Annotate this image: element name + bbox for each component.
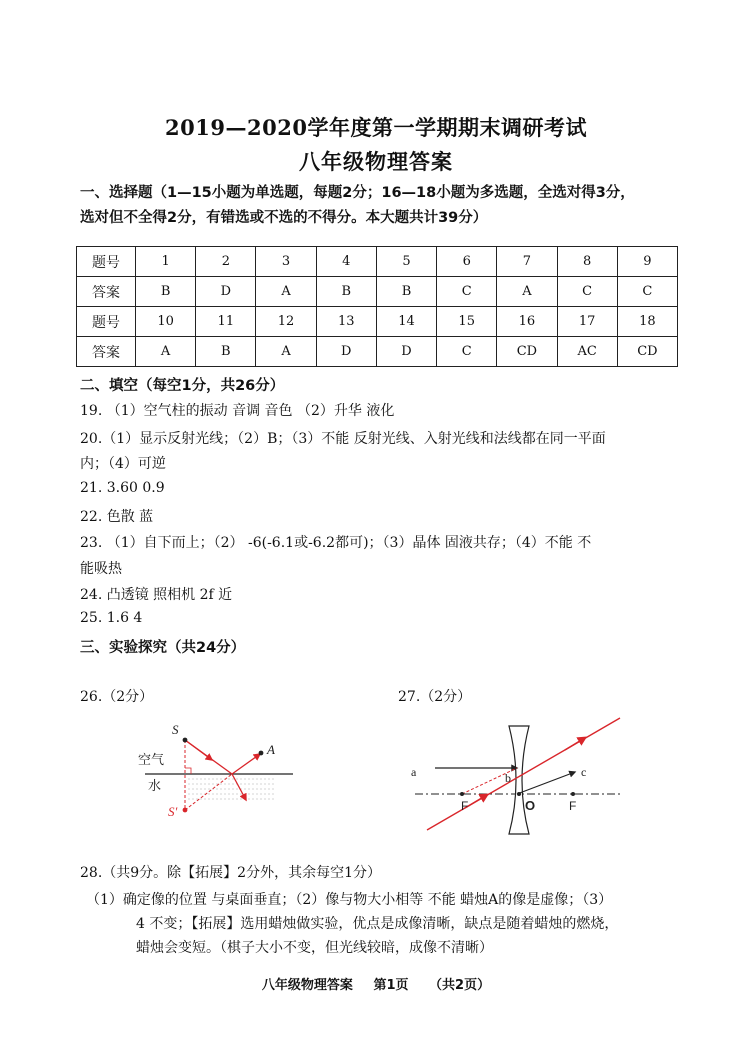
table-cell: 2 xyxy=(196,247,256,277)
answer-line-22: 22. 色散 蓝 xyxy=(80,509,154,525)
row-label: 题号 xyxy=(77,247,136,277)
label-b: b xyxy=(505,771,511,785)
table-cell: 8 xyxy=(557,247,617,277)
point-f-right xyxy=(571,792,575,796)
table-cell: 17 xyxy=(557,307,617,337)
footer-page-number: 第1页 xyxy=(373,978,409,993)
table-cell: B xyxy=(196,337,256,367)
table-cell: 1 xyxy=(136,247,196,277)
label-a: A xyxy=(267,742,275,757)
point-a xyxy=(259,751,264,756)
table-cell: 15 xyxy=(437,307,497,337)
table-cell: 13 xyxy=(316,307,376,337)
label-f-left: F xyxy=(461,799,469,813)
ray-c xyxy=(517,772,575,794)
figure-26-reflection xyxy=(130,716,300,826)
section2-heading: 二、填空（每空1分，共26分） xyxy=(80,378,285,394)
row-label: 答案 xyxy=(77,337,136,367)
answer-line-19: 19. （1）空气柱的振动 音调 音色 （2）升华 液化 xyxy=(80,403,395,419)
table-cell: B xyxy=(376,277,436,307)
section3-heading: 三、实验探究（共24分） xyxy=(80,640,246,656)
table-cell: B xyxy=(136,277,196,307)
point-o xyxy=(517,792,521,796)
table-row xyxy=(77,277,678,307)
reflected-ray xyxy=(232,754,260,774)
table-cell: AC xyxy=(557,337,617,367)
row-label: 题号 xyxy=(77,307,136,337)
answer-line-23: 23. （1）自下而上；（2） -6(-6.1或-6.2都可)；（3）晶体 固液共存；（4）不能 不 xyxy=(80,535,592,551)
virtual-ray-dashed xyxy=(185,774,232,810)
answer-line-24: 24. 凸透镜 照相机 2f 近 xyxy=(80,587,233,603)
table-cell: C xyxy=(437,337,497,367)
table-cell: 18 xyxy=(617,307,677,337)
section1-heading-line2: 选对但不全得2分，有错选或不选的不得分。本大题共计39分） xyxy=(80,210,488,226)
answer-line-20-cont: 内；（4）可逆 xyxy=(80,456,166,472)
table-cell: 3 xyxy=(256,247,316,277)
footer-total-pages: （共2页） xyxy=(429,978,491,993)
answer-table xyxy=(76,246,678,367)
page-footer xyxy=(0,974,752,993)
row-label: 答案 xyxy=(77,277,136,307)
label-s-prime: S′ xyxy=(168,804,178,819)
label-f-right: F xyxy=(569,799,577,813)
table-cell: A xyxy=(256,337,316,367)
question-28-line2: 4 不变；【拓展】选用蜡烛做实验，优点是成像清晰，缺点是随着蜡烛的燃烧， xyxy=(136,916,619,932)
table-row xyxy=(77,307,678,337)
table-cell: 5 xyxy=(376,247,436,277)
question-28-line3: 蜡烛会变短。（棋子大小不变，但光线较暗，成像不清晰） xyxy=(136,940,493,956)
label-s: S xyxy=(172,722,179,737)
table-cell: A xyxy=(256,277,316,307)
table-cell: 11 xyxy=(196,307,256,337)
table-cell: 4 xyxy=(316,247,376,277)
table-cell: C xyxy=(557,277,617,307)
point-s xyxy=(183,738,188,743)
incident-ray-arrow xyxy=(185,740,212,760)
figure-27-concave-lens xyxy=(405,712,635,837)
document-subtitle: 八年级物理答案 xyxy=(299,149,453,174)
label-o: O xyxy=(525,798,536,813)
right-angle-mark xyxy=(185,768,191,774)
table-cell: D xyxy=(196,277,256,307)
refracted-ray xyxy=(232,774,246,800)
label-air: 空气 xyxy=(138,753,165,768)
section1-heading-line1: 一、选择题（1—15小题为单选题，每题2分；16—18小题为多选题，全选对得3分， xyxy=(80,185,635,201)
question-28-heading: 28.（共9分。除【拓展】2分外，其余每空1分） xyxy=(80,865,381,881)
table-cell: 14 xyxy=(376,307,436,337)
table-cell: 9 xyxy=(617,247,677,277)
answer-line-20: 20.（1）显示反射光线；（2）B；（3）不能 反射光线、入射光线和法线都在同一平面 xyxy=(80,431,606,447)
table-cell: A xyxy=(136,337,196,367)
table-cell: CD xyxy=(617,337,677,367)
point-f-left xyxy=(460,792,464,796)
table-row xyxy=(77,337,678,367)
table-row xyxy=(77,247,678,277)
answer-line-21: 21. 3.60 0.9 xyxy=(80,480,165,496)
question-26-label: 26.（2分） xyxy=(80,689,154,705)
table-cell: D xyxy=(376,337,436,367)
table-cell: 10 xyxy=(136,307,196,337)
table-cell: 12 xyxy=(256,307,316,337)
table-cell: C xyxy=(437,277,497,307)
table-cell: D xyxy=(316,337,376,367)
label-a: a xyxy=(411,765,417,779)
question-28-line1: （1）确定像的位置 与桌面垂直；（2）像与物大小相等 不能 蜡烛A的像是虚像；（3） xyxy=(86,892,613,908)
table-cell: A xyxy=(497,277,557,307)
footer-doc-name: 八年级物理答案 xyxy=(261,978,353,993)
answer-line-23-cont: 能吸热 xyxy=(80,561,122,577)
table-cell: CD xyxy=(497,337,557,367)
table-cell: 16 xyxy=(497,307,557,337)
table-cell: C xyxy=(617,277,677,307)
table-cell: 7 xyxy=(497,247,557,277)
answer-line-25: 25. 1.6 4 xyxy=(80,610,143,626)
table-cell: B xyxy=(316,277,376,307)
red-ray-arrow-right xyxy=(565,739,583,750)
point-s-prime xyxy=(183,808,188,813)
table-cell: 6 xyxy=(437,247,497,277)
label-c: c xyxy=(581,765,587,779)
label-water: 水 xyxy=(148,779,162,794)
document-title: 2019—2020学年度第一学期期末调研考试 xyxy=(165,115,587,140)
water-hatching xyxy=(188,779,275,799)
question-27-label: 27.（2分） xyxy=(398,689,472,705)
